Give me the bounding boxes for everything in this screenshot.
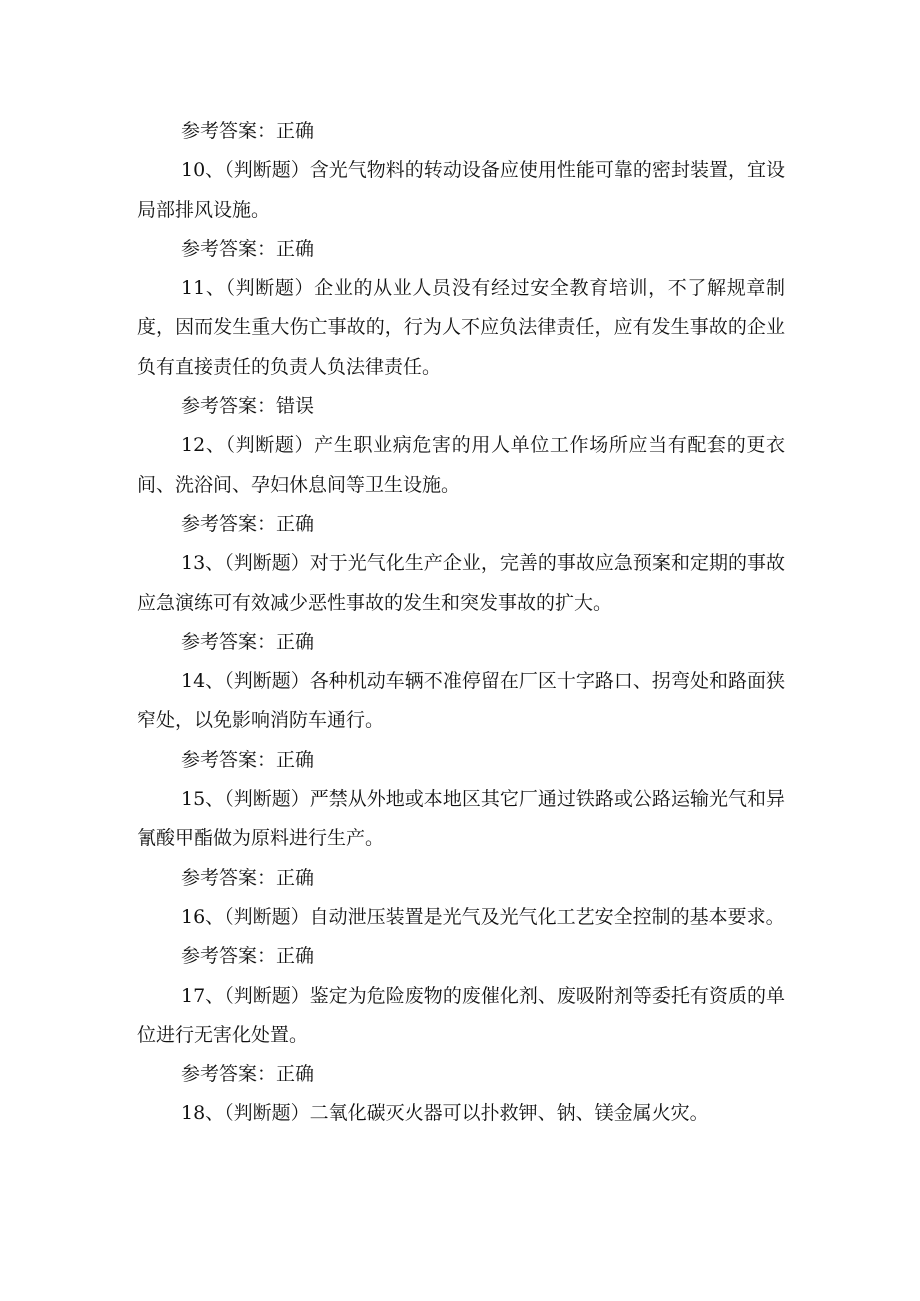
question-18: 18、（判断题）二氧化碳灭火器可以扑救钾、钠、镁金属火灾。	[181, 1102, 709, 1125]
question-11: 11、（判断题）企业的从业人员没有经过安全教育培训，不了解规章制度，因而发生重大伤亡事故的，行为人不应负法律责任，应有发生事故的企业负有直接责任的负责人负法律责任。	[137, 277, 785, 378]
answer-line: 参考答案：正确	[181, 630, 315, 653]
question-17: 17、（判断题）鉴定为危险废物的废催化剂、废吸附剂等委托有资质的单位进行无害化处置。	[137, 984, 785, 1046]
question-15: 15、（判断题）严禁从外地或本地区其它厂通过铁路或公路运输光气和异氰酸甲酯做为原料进行生产。	[137, 788, 785, 850]
question-13: 13、（判断题）对于光气化生产企业，完善的事故应急预案和定期的事故应急演练可有效减少恶性事故的发生和突发事故的扩大。	[137, 552, 785, 614]
answer-line: 参考答案：正确	[181, 945, 315, 968]
answer-line: 参考答案：正确	[181, 237, 315, 260]
question-14: 14、（判断题）各种机动车辆不准停留在厂区十字路口、拐弯处和路面狭窄处，以免影响消防车通行。	[137, 670, 785, 732]
document-body	[137, 112, 785, 1134]
question-12: 12、（判断题）产生职业病危害的用人单位工作场所应当有配套的更衣间、洗浴间、孕妇休息间等卫生设施。	[137, 434, 785, 496]
question-10: 10、（判断题）含光气物料的转动设备应使用性能可靠的密封装置，宜设局部排风设施。	[137, 159, 785, 221]
question-16: 16、（判断题）自动泄压装置是光气及光气化工艺安全控制的基本要求。	[181, 905, 785, 928]
answer-line: 参考答案：错误	[181, 395, 315, 418]
answer-line: 参考答案：正确	[181, 120, 315, 142]
answer-line: 参考答案：正确	[181, 866, 315, 889]
answer-line: 参考答案：正确	[181, 512, 315, 535]
answer-line: 参考答案：正确	[181, 1063, 315, 1086]
answer-line: 参考答案：正确	[181, 748, 315, 771]
